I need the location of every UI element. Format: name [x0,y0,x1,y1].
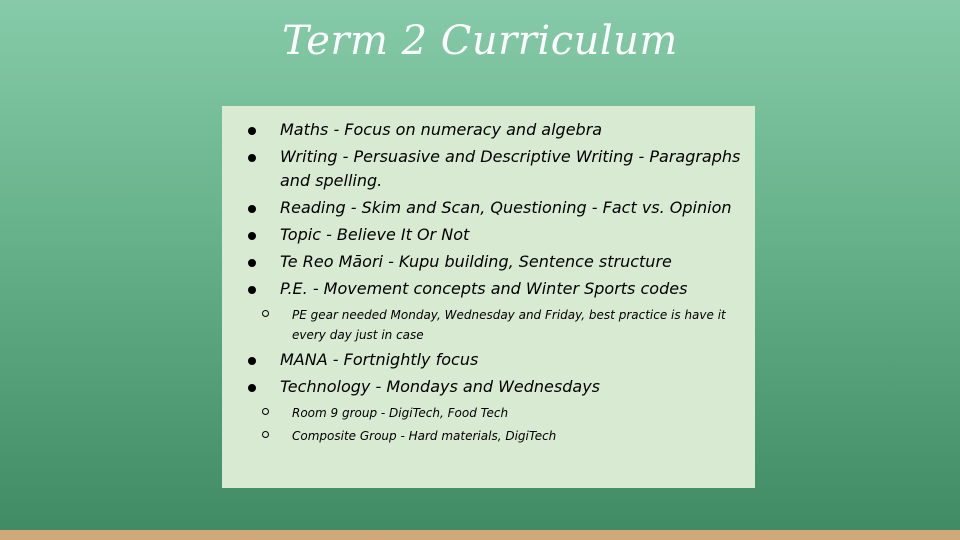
list-item-text: Maths - Focus on numeracy and algebra [280,120,603,139]
list-item-text: Topic - Believe It Or Not [280,225,470,244]
sub-list-item [244,304,745,344]
list-item-text: Te Reo Māori - Kupu building, Sentence structure [280,252,672,271]
circle-bullet-icon [262,431,269,438]
pe-sublist [244,304,745,344]
curriculum-list-continued [244,348,745,399]
slide-title: Term 2 Curriculum [282,18,678,64]
bullet-icon [248,384,256,392]
bullet-icon [248,259,256,267]
sub-list-item [244,425,745,445]
circle-bullet-icon [262,408,269,415]
sub-list-item-text: PE gear needed Monday, Wednesday and Friday, best practice is have it every day just in case [292,308,726,342]
list-item-text: Technology - Mondays and Wednesdays [280,377,600,396]
list-item-text: MANA - Fortnightly focus [280,350,479,369]
bullet-icon [248,127,256,135]
bullet-icon [248,232,256,240]
list-item [244,118,745,142]
list-item [244,277,745,301]
content-panel [222,106,755,488]
curriculum-list [244,118,745,301]
list-item-text: Writing - Persuasive and Descriptive Writing - Paragraphs and spelling. [280,147,741,190]
list-item [244,145,745,193]
list-item [244,375,745,399]
sub-list-item [244,402,745,422]
list-item-text: Reading - Skim and Scan, Questioning - Fact vs. Opinion [280,198,732,217]
bullet-icon [248,205,256,213]
circle-bullet-icon [262,310,269,317]
list-item [244,348,745,372]
list-item-text: P.E. - Movement concepts and Winter Sports codes [280,279,688,298]
list-item [244,196,745,220]
technology-sublist [244,402,745,445]
bullet-icon [248,286,256,294]
bullet-icon [248,357,256,365]
bullet-icon [248,154,256,162]
list-item [244,223,745,247]
list-item [244,250,745,274]
sub-list-item-text: Composite Group - Hard materials, DigiTech [292,429,557,443]
footer-bar [0,530,960,540]
sub-list-item-text: Room 9 group - DigiTech, Food Tech [292,406,509,420]
